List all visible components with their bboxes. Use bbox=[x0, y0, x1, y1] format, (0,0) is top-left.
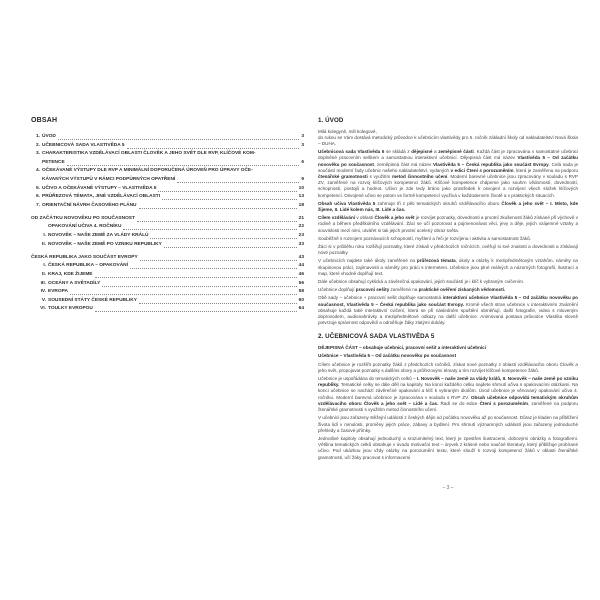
toc-row bbox=[31, 288, 304, 297]
toc-page-ref: 3 bbox=[301, 142, 304, 148]
toc-entry-number: 6. bbox=[35, 194, 40, 200]
toc-entry-number: 3. bbox=[35, 151, 40, 157]
toc-entry-label: KRAJ, KDE ŽIJEME bbox=[48, 271, 93, 277]
toc-entry-label: OCEÁNY A SVĚTADÍLY bbox=[48, 280, 101, 286]
paragraph bbox=[318, 279, 578, 285]
body-text: Učebnice je uspořádána do tematických celků – bbox=[318, 376, 417, 382]
emphasized-text: čtenářské gramotnosti bbox=[318, 173, 368, 179]
body-text: V učebnicích najdete také úkoly zaměřené na bbox=[318, 258, 417, 264]
toc-row bbox=[31, 167, 304, 176]
toc-row bbox=[31, 262, 304, 271]
toc-entry-label: OČEKÁVANÉ VÝSTUPY DLE RVP A MINIMÁLNÍ DOPORUČENÁ ÚROVEŇ PRO ÚPRAVY OČE- bbox=[42, 168, 253, 174]
body-text: do rukou se Vám dostává metodický průvodce k učebnicím vlastivědy pro 5. ročník základní školy od nakladatelství Nová škola – DUHA. bbox=[318, 134, 578, 146]
toc-page bbox=[31, 117, 304, 314]
body-text: Žáci si v průběhu roku rozšiřují poznatky, které získali v předchozích ročnících, ověřují si své znalosti a dovednosti a získávají nové poznatky. bbox=[318, 243, 578, 256]
toc-entry-label: OPAKOVÁNÍ UČIVA 4. ROČNÍKU bbox=[48, 224, 122, 230]
table-of-contents bbox=[31, 133, 304, 314]
toc-row bbox=[31, 176, 304, 185]
paragraph bbox=[318, 215, 578, 234]
toc-page-ref: 23 bbox=[298, 233, 304, 239]
emphasized-text: v edici Čtení s porozuměním bbox=[450, 167, 514, 173]
toc-page-ref: 13 bbox=[298, 194, 304, 200]
paragraph bbox=[318, 362, 578, 374]
toc-page-ref: 64 bbox=[298, 306, 304, 312]
sub-heading bbox=[318, 345, 578, 351]
toc-entry-label: CHARAKTERISTIKA VZDĚLÁVACÍ OBLASTI ČLOVĚK A JEHO SVĚT DLE RVP, KLÍČOVÉ KOM- bbox=[42, 151, 256, 157]
emphasized-text: Vlastivěda 5 – Česká republika jako součást Evropy bbox=[432, 161, 549, 167]
toc-entry-number: 5. bbox=[35, 185, 40, 191]
section-heading: 1. ÚVOD bbox=[318, 117, 344, 124]
toc-entry-number: VI. bbox=[40, 306, 46, 312]
toc-page-ref: 18 bbox=[298, 202, 304, 208]
toc-row bbox=[31, 142, 304, 151]
toc-entry-label: UČIVO A OČEKÁVANÉ VÝSTUPY – VLASTIVĚDA 5 bbox=[42, 185, 157, 191]
toc-page-ref: 22 bbox=[298, 224, 304, 230]
toc-entry-number: V. bbox=[41, 297, 46, 303]
toc-dot-leader bbox=[177, 182, 299, 183]
toc-entry-label: NOVOVĚK – NAŠE ZEMĚ PO VZNIKU REPUBLIKY bbox=[48, 241, 162, 247]
body-text: , zeměpisná část má název bbox=[373, 161, 433, 167]
paragraph bbox=[318, 244, 578, 256]
paragraph bbox=[318, 258, 578, 277]
body-text: a bbox=[432, 149, 439, 155]
toc-row bbox=[31, 150, 304, 159]
toc-row bbox=[31, 202, 304, 211]
toc-page-ref: 33 bbox=[298, 241, 304, 247]
toc-dot-leader bbox=[102, 286, 296, 287]
toc-entry-label: KÁVANÝCH VÝSTUPŮ V RÁMCI PODPŮRNÝCH OPATŘENÍ bbox=[42, 176, 176, 182]
toc-row bbox=[31, 215, 304, 224]
emphasized-text: Vlastivěda 5 – Od začátku novověku po současnost bbox=[318, 155, 578, 167]
toc-page-ref: 56 bbox=[298, 280, 304, 286]
body-text: Jednotlivé kapitoly obsahují jednoduchý a srozumitelný text, který je zpestřen ilustracemi, dobovými obrázky a fotografiemi. Většina tematických celků obsahuje v úvodu motivační text – úryvek z krásné nebo naučné literatury, který přibližuje probírané učivo. Pod ukázkou jsou vždy otázky na porozumění textu, které slouží k rozvoji kompetencí žáků v oblasti čtenářské gramotnosti, učí žáky pracovat s informacemi bbox=[318, 435, 578, 460]
toc-dot-leader bbox=[67, 165, 300, 166]
body-text: v oblasti bbox=[355, 215, 375, 221]
body-text: V učebnici jsou zařazeny stěžejní události z českých dějin od počátku novověku až po současnost. Důraz je kladen na přiblížení života lidí v minulosti, proměny jejich práce, zábavy a bydlení. Pro shrnutí významných událostí jsou zařazeny jednoduché přehledy a časové přímky. bbox=[318, 415, 578, 433]
toc-entry-number: II. bbox=[42, 271, 46, 277]
content-sections bbox=[318, 117, 578, 461]
body-text: Milá kolegyně, milí kolegové, bbox=[318, 128, 377, 134]
body-text: Řadí se do edice bbox=[438, 400, 480, 406]
toc-dot-leader bbox=[123, 229, 296, 230]
toc-entry-number: III. bbox=[40, 280, 46, 286]
paragraph bbox=[318, 129, 578, 148]
toc-entry-number: 1. bbox=[35, 134, 40, 139]
toc-page-ref: 44 bbox=[298, 263, 304, 269]
emphasized-text: metod činnostního učení bbox=[392, 173, 448, 179]
toc-entry-number: 4. bbox=[35, 168, 40, 174]
body-text: zaměřené na bbox=[389, 287, 419, 293]
paragraph bbox=[318, 149, 578, 199]
toc-dot-leader bbox=[58, 139, 299, 140]
body-text: Dále učebnice obsahují cyklická a závěrečná opakování, jejich součástí je i klíč k vybraným cvičením. bbox=[318, 278, 525, 284]
toc-row bbox=[31, 305, 304, 314]
toc-entry-label: EVROPA bbox=[48, 289, 68, 295]
emphasized-text: Člověk a jeho svět bbox=[374, 215, 415, 221]
toc-page-ref: 21 bbox=[298, 215, 304, 221]
paragraph bbox=[318, 436, 578, 461]
emphasized-text: Učebnicová sada Vlastivěda 5 bbox=[318, 149, 385, 155]
toc-row bbox=[31, 185, 304, 194]
toc-row bbox=[31, 193, 304, 202]
emphasized-text: Obsah učiva Vlastivěda 5 bbox=[318, 200, 376, 206]
toc-dot-leader bbox=[95, 277, 297, 278]
toc-page-ref: 46 bbox=[298, 271, 304, 277]
paragraph bbox=[318, 376, 578, 413]
body-text: zahrnuje tři z pěti tematických okruhů vzdělávacího oboru bbox=[375, 200, 502, 206]
toc-page-ref: 9 bbox=[301, 176, 304, 182]
toc-entry-number: I. bbox=[43, 263, 46, 269]
emphasized-text: Cílem vzdělávání bbox=[318, 215, 356, 221]
toc-dot-leader bbox=[158, 191, 296, 192]
emphasized-text: praktické ověření získaných vědomostí. bbox=[418, 287, 506, 293]
toc-entry-label: ČESKÁ REPUBLIKA – OPAKOVÁNÍ bbox=[48, 263, 128, 269]
body-text: , zaměřené na podporu čtenářské gramotnosti s využitím metod činnostního učení. bbox=[318, 400, 578, 413]
toc-entry-label: PETENCE bbox=[42, 159, 65, 165]
toc-row bbox=[31, 223, 304, 232]
emphasized-text: pracovní sešity bbox=[355, 287, 390, 293]
page-number: – 3 – bbox=[442, 485, 454, 491]
body-text: Tematické celky se dále dělí na kapitoly. Na konci každého celku najdete shrnutí učiva s opakovacími otázkami. Na konci učebnice se nachází závěrečné opakování a klíč k vybraným úkolům. Úvod učebnice je věnovaný opakování učiva 4. ročníku. Moderní barevná učebnice je zpracována v souladu s RVP ZV. bbox=[318, 382, 578, 400]
toc-page-ref: 58 bbox=[298, 289, 304, 295]
toc-dot-leader bbox=[137, 221, 297, 222]
toc-row bbox=[31, 297, 304, 306]
body-text: Kromě všech stran učebnice v interaktivním ztvárnění obsahuje každá také interaktivní cvičení, která se při následném spuštění obměňují, další fotografie, videa s mluveným doprovodem, audionahrávky a mezipředmětové odkazy na další učebnice. Animovaná postava průvodce Vlastíka slovně potvrzuje správnost odpovědí a odměňuje žáky zlatými dukáty. bbox=[318, 301, 578, 326]
toc-page-ref: 10 bbox=[298, 185, 304, 191]
body-text: , která je zaměřena na podporu bbox=[513, 167, 578, 173]
toc-dot-leader bbox=[139, 303, 297, 304]
body-text: Souběžně s rozvojem poznávacích schopností, myšlení a řeči je rozvíjena i aktivita a samostatnost žáků. bbox=[318, 235, 531, 241]
toc-dot-leader bbox=[95, 311, 297, 312]
body-text: . Celá sada je součástí moderní řady učebnic našeho nakladatelství, vydaných bbox=[318, 161, 579, 173]
toc-page-ref: 60 bbox=[298, 297, 304, 303]
toc-entry-label: ÚVOD bbox=[42, 134, 56, 139]
toc-page-ref: 6 bbox=[301, 159, 304, 165]
toc-entry-label: ORIENTAČNÍ NÁVRH ČASOVÉHO PLÁNU bbox=[42, 202, 137, 208]
toc-entry-label: NOVOVĚK – NAŠE ZEMĚ ZA VLÁDY KRÁLŮ bbox=[48, 233, 149, 239]
toc-entry-number: II. bbox=[42, 241, 46, 247]
paragraph bbox=[318, 201, 578, 213]
emphasized-text: průřezová témata bbox=[416, 258, 456, 264]
toc-dot-leader bbox=[150, 238, 296, 239]
body-text: je rozvíjet poznatky, dovednosti a prvotní zkušenosti žáků získané při výchově v rodině a během předškolního vzdělávání. Žáci se učí pozorovat a pojmenovávat věci, jevy a děje, jejich vzájemné vztahy a souvislosti mezi nimi, utvářet si tak jejich prvotní ucelený obraz světa. bbox=[318, 215, 578, 233]
toc-row bbox=[31, 241, 304, 250]
emphasized-text: Čtení s porozuměním bbox=[479, 400, 528, 406]
content-page bbox=[318, 117, 579, 491]
emphasized-text: Obsah učebnice odpovídá tematickým okruhům vzdělávacího oboru Člověk a jeho svět – Lidé a čas. bbox=[318, 394, 578, 406]
toc-dot-leader bbox=[127, 148, 300, 149]
emphasized-text: Člověk a jeho svět – I. Místo, kde žijeme, II. Lidé kolem nás, III. Lidé a čas. bbox=[318, 200, 579, 212]
body-text: Učebnice doplňují bbox=[318, 287, 356, 293]
toc-entry-label: SOUSEDNÍ STÁTY ČESKÉ REPUBLIKY bbox=[48, 297, 137, 303]
toc-entry-label: TOULKY EVROPOU bbox=[48, 306, 93, 312]
toc-entry-label: OD ZAČÁTKU NOVOVĚKU PO SOUČASNOST bbox=[31, 215, 135, 221]
toc-dot-leader bbox=[70, 294, 297, 295]
body-text: s využitím bbox=[367, 173, 393, 179]
toc-dot-leader bbox=[140, 260, 297, 261]
toc-entry-number: I. bbox=[43, 233, 46, 239]
toc-entry-label: ČESKÁ REPUBLIKA JAKO SOUČÁST EVROPY bbox=[31, 254, 138, 260]
toc-title: OBSAH bbox=[31, 117, 58, 124]
toc-row bbox=[31, 133, 304, 142]
toc-dot-leader bbox=[130, 268, 297, 269]
sub-heading bbox=[318, 353, 578, 359]
toc-page-ref: 43 bbox=[298, 254, 304, 260]
toc-dot-leader bbox=[162, 199, 297, 200]
emphasized-text: Učebnice – Vlastivěda 5 – Od začátku novověku po současnost bbox=[318, 353, 457, 359]
paragraph bbox=[318, 236, 578, 242]
body-text: . Moderní barevné učebnice jsou zpracovány v souladu s RVP ZV, zaměřené na rozvoj klíčových kompetencí žáků. Klíčové kompetence chápeme jako souhrn vědomostí, dovedností, schopností, postojů a hodnot. Učivo je zde tedy bráno jako prostředek k osvojení a rozvíjení všech složek klíčových kompetencí. Osvojené učivo se potom ve formě kompetencí využívá v každodenním životě a v praktických situacích. bbox=[318, 173, 578, 198]
toc-row bbox=[31, 254, 304, 263]
emphasized-text: I. Novověk – naše země za vlády králů, II. Novověk – naše země po vzniku republiky. bbox=[318, 376, 578, 388]
paragraph bbox=[318, 415, 578, 434]
toc-page-ref: 3 bbox=[301, 134, 304, 139]
body-text: Obě sady – učebnice + pracovní sešit doplňuje samostatná bbox=[318, 295, 443, 301]
toc-row bbox=[31, 232, 304, 241]
toc-entry-label: PRŮŘEZOVÁ TÉMATA, JINÉ VZDĚLÁVACÍ OBLASTI bbox=[42, 194, 161, 200]
toc-row bbox=[31, 280, 304, 289]
body-text: Cílem učebnice je rozšířit poznatky žáků z předchozích ročníků, získat nové poznatky z oblasti vzdělávacího oboru Člověk a jeho svět, propojovat poznatky s dalšími obory a průřezovými tématy a tím rozvíjet klíčové kompetence žáků. bbox=[318, 361, 578, 373]
emphasized-text: DĚJEPISNÁ ČÁST – obsahuje učebnici, pracovní sešit a interaktivní učebnici bbox=[318, 344, 486, 350]
toc-entry-number: 7. bbox=[35, 202, 40, 208]
toc-entry-label: UČEBNICOVÁ SADA VLASTIVĚDA 5 bbox=[42, 142, 125, 148]
emphasized-text: dějepisné bbox=[411, 149, 433, 155]
toc-entry-number: IV. bbox=[40, 289, 46, 295]
toc-entry-number: 2. bbox=[35, 142, 40, 148]
emphasized-text: zeměpisné části bbox=[438, 149, 474, 155]
body-text: se skládá z bbox=[384, 149, 412, 155]
toc-row bbox=[31, 271, 304, 280]
body-text: , úkoly a otázky k mezipředmětovým vztahům, náměty na skupinovou práci, zajímavosti a náměty pro práci s internetem. Učebnice jsou plné reálných a názorných fotografií, ilustrací a map, které vhodně doplňují text. bbox=[318, 258, 578, 276]
section-heading: 2. UČEBNICOVÁ SADA VLASTIVĚDA 5 bbox=[318, 333, 435, 341]
toc-row bbox=[31, 159, 304, 168]
body-text: . Každá část je zpracována v samostatné učebnici doplněné pracovním sešitem a samostatnou interaktivní učebnicí. Dějepisná část má název bbox=[318, 149, 578, 161]
toc-dot-leader bbox=[139, 208, 297, 209]
paragraph bbox=[318, 287, 578, 293]
paragraph bbox=[318, 295, 578, 326]
emphasized-text: interaktivní učebnice Vlastivěda 5 – Od začátku novověku po současnost, Vlastivěda 5 – Česká republika jako součást Evropy. bbox=[318, 295, 578, 307]
toc-dot-leader bbox=[164, 247, 297, 248]
